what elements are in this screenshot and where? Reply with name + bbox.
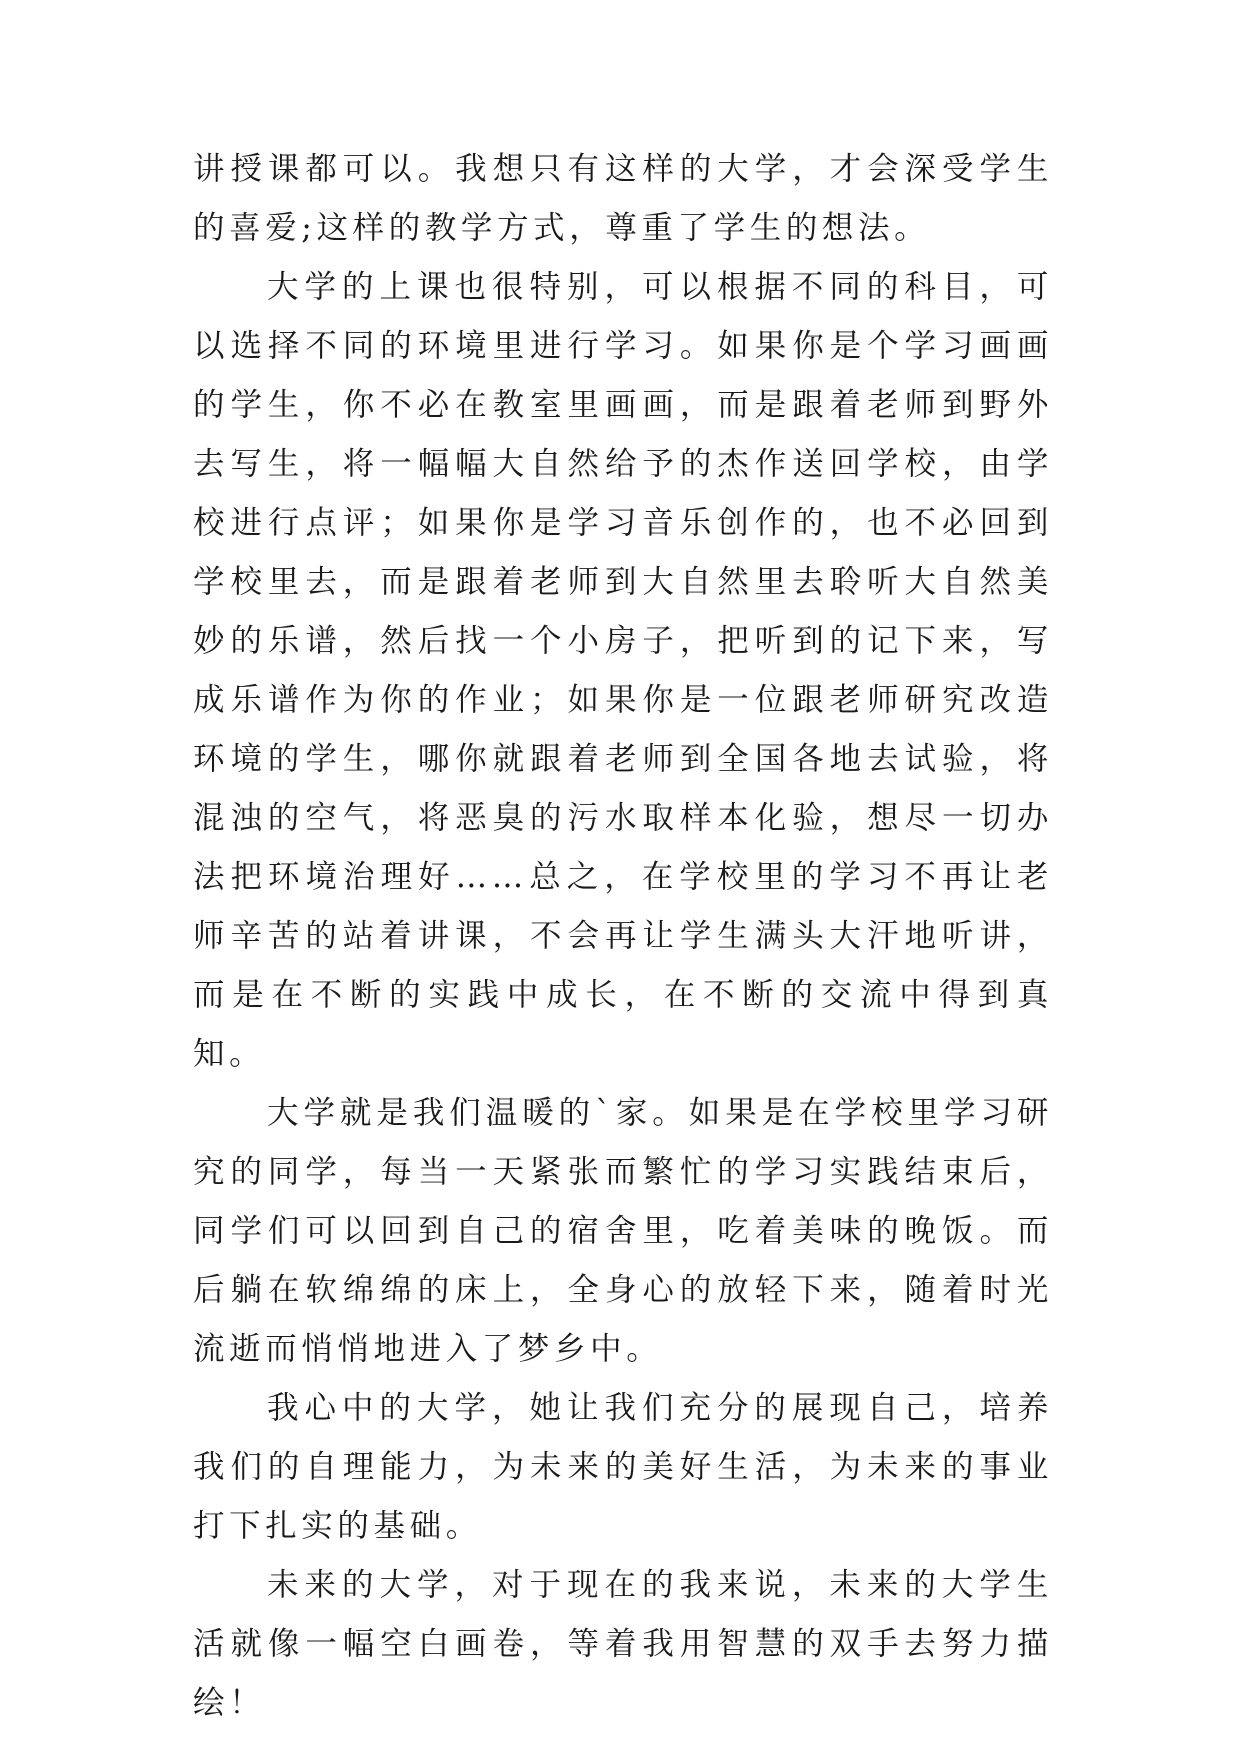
document-body [193, 140, 1053, 1733]
paragraph-4: 我心中的大学，她让我们充分的展现自己，培养我们的自理能力，为未来的美好生活，为未来的事业打下扎实的基础。 [193, 1390, 1053, 1544]
paragraph-3: 大学就是我们温暖的`家。如果是在学校里学习研究的同学，每当一天紧张而繁忙的学习实践结束后，同学们可以回到自己的宿舍里，吃着美味的晚饭。而后躺在软绵绵的床上，全身心的放轻下来，随着时光流逝而悄悄地进入了梦乡中。 [193, 1095, 1053, 1367]
paragraph-5: 未来的大学，对于现在的我来说，未来的大学生活就像一幅空白画卷，等着我用智慧的双手去努力描绘！ [193, 1567, 1053, 1721]
paragraph-1: 讲授课都可以。我想只有这样的大学，才会深受学生的喜爱;这样的教学方式，尊重了学生的想法。 [193, 151, 1053, 246]
paragraph-2: 大学的上课也很特别，可以根据不同的科目，可以选择不同的环境里进行学习。如果你是个学习画画的学生，你不必在教室里画画，而是跟着老师到野外去写生，将一幅幅大自然给予的杰作送回学校，由学校进行点评；如果你是学习音乐创作的，也不必回到学校里去，而是跟着老师到大自然里去聆听大自然美妙的乐谱，然后找一个小房子，把听到的记下来，写成乐谱作为你的作业；如果你是一位跟老师研究改造环境的学生，哪你就跟着老师到全国各地去试验，将混浊的空气，将恶臭的污水取样本化验，想尽一切办法把环境治理好……总之，在学校里的学习不再让老师辛苦的站着讲课，不会再让学生满头大汗地听讲，而是在不断的实践中成长，在不断的交流中得到真知。 [193, 269, 1053, 1072]
